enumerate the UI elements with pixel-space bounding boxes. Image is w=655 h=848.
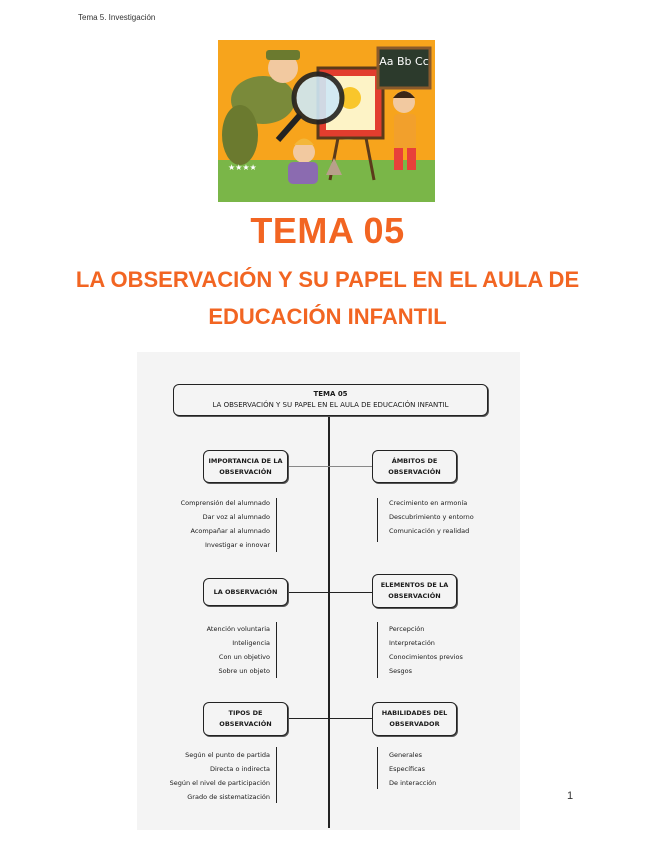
root-node-line-1: TEMA 05 bbox=[313, 390, 348, 398]
root-node-line-2: LA OBSERVACIÓN Y SU PAPEL EN EL AULA DE EDUCACIÓN INFANTIL bbox=[212, 401, 449, 409]
la-observacion-items bbox=[137, 622, 270, 678]
list-item: Crecimiento en armonía bbox=[389, 499, 468, 507]
elementos-items bbox=[389, 622, 463, 678]
root-node bbox=[173, 384, 488, 416]
node-habilidades-title: HABILIDADES DEL OBSERVADOR bbox=[381, 709, 448, 728]
list-item: Percepción bbox=[389, 625, 425, 633]
node-habilidades bbox=[372, 702, 457, 736]
list-item: Dar voz al alumnado bbox=[202, 513, 270, 521]
list-item: Comprensión del alumnado bbox=[180, 499, 270, 507]
connector-row3 bbox=[288, 718, 372, 719]
list-item: Interpretación bbox=[389, 639, 435, 647]
list-item: Sobre un objeto bbox=[218, 667, 270, 675]
node-tipos-title: TIPOS DE OBSERVACIÓN bbox=[219, 709, 272, 728]
subtitle-line-1: LA OBSERVACIÓN Y SU PAPEL EN EL AULA DE bbox=[75, 267, 580, 292]
tipos-items bbox=[137, 748, 270, 804]
page-number: 1 bbox=[567, 790, 574, 802]
items-bracket-3-right bbox=[377, 747, 378, 789]
node-la-observacion-title: LA OBSERVACIÓN bbox=[213, 587, 278, 596]
list-item: Inteligencia bbox=[232, 639, 270, 647]
list-item: Acompañar al alumnado bbox=[190, 527, 270, 535]
items-bracket-3-left bbox=[276, 747, 277, 803]
items-bracket-1-left bbox=[276, 498, 277, 552]
node-importancia-title: IMPORTANCIA DE LA OBSERVACIÓN bbox=[208, 456, 283, 476]
node-la-observacion bbox=[203, 578, 288, 606]
node-elementos-title: ELEMENTOS DE LA OBSERVACIÓN bbox=[380, 581, 449, 600]
main-trunk-line bbox=[328, 416, 330, 828]
node-importancia bbox=[203, 450, 288, 483]
document-title: TEMA 05 bbox=[250, 210, 405, 251]
list-item: Específicas bbox=[389, 765, 426, 773]
habilidades-items bbox=[389, 748, 436, 790]
importancia-items bbox=[137, 496, 270, 552]
list-item: De interacción bbox=[389, 779, 437, 787]
list-item: Generales bbox=[389, 751, 423, 759]
list-item: Sesgos bbox=[389, 667, 413, 675]
node-elementos bbox=[372, 574, 457, 608]
items-bracket-2-right bbox=[377, 622, 378, 678]
list-item: Según el punto de partida bbox=[185, 751, 270, 759]
node-ambitos bbox=[372, 450, 457, 483]
list-item: Descubrimiento y entorno bbox=[389, 513, 474, 521]
node-tipos bbox=[203, 702, 288, 736]
list-item: Conocimientos previos bbox=[389, 653, 463, 661]
cover-illustration bbox=[218, 40, 435, 202]
list-item: Grado de sistematización bbox=[187, 793, 270, 801]
chalkboard-text: Aa Bb Cc bbox=[379, 55, 429, 68]
items-bracket-1-right bbox=[377, 498, 378, 542]
subtitle-line-2: EDUCACIÓN INFANTIL bbox=[208, 304, 447, 329]
connector-row2 bbox=[288, 592, 372, 593]
items-bracket-2-left bbox=[276, 622, 277, 678]
list-item: Atención voluntaria bbox=[206, 625, 270, 633]
document-subtitle bbox=[0, 261, 655, 335]
concept-map bbox=[137, 352, 520, 830]
list-item: Según el nivel de participación bbox=[169, 779, 270, 787]
list-item: Directa o indirecta bbox=[209, 765, 270, 773]
page-header: Tema 5. Investigación bbox=[78, 13, 156, 22]
list-item: Investigar e innovar bbox=[204, 541, 270, 549]
list-item: Comunicación y realidad bbox=[389, 527, 470, 535]
connector-row1 bbox=[288, 466, 372, 467]
list-item: Con un objetivo bbox=[218, 653, 270, 661]
ambitos-items bbox=[389, 496, 474, 538]
svg-text:★★★★: ★★★★ bbox=[228, 163, 257, 172]
node-ambitos-title: ÁMBITOS DE OBSERVACIÓN bbox=[388, 456, 441, 476]
